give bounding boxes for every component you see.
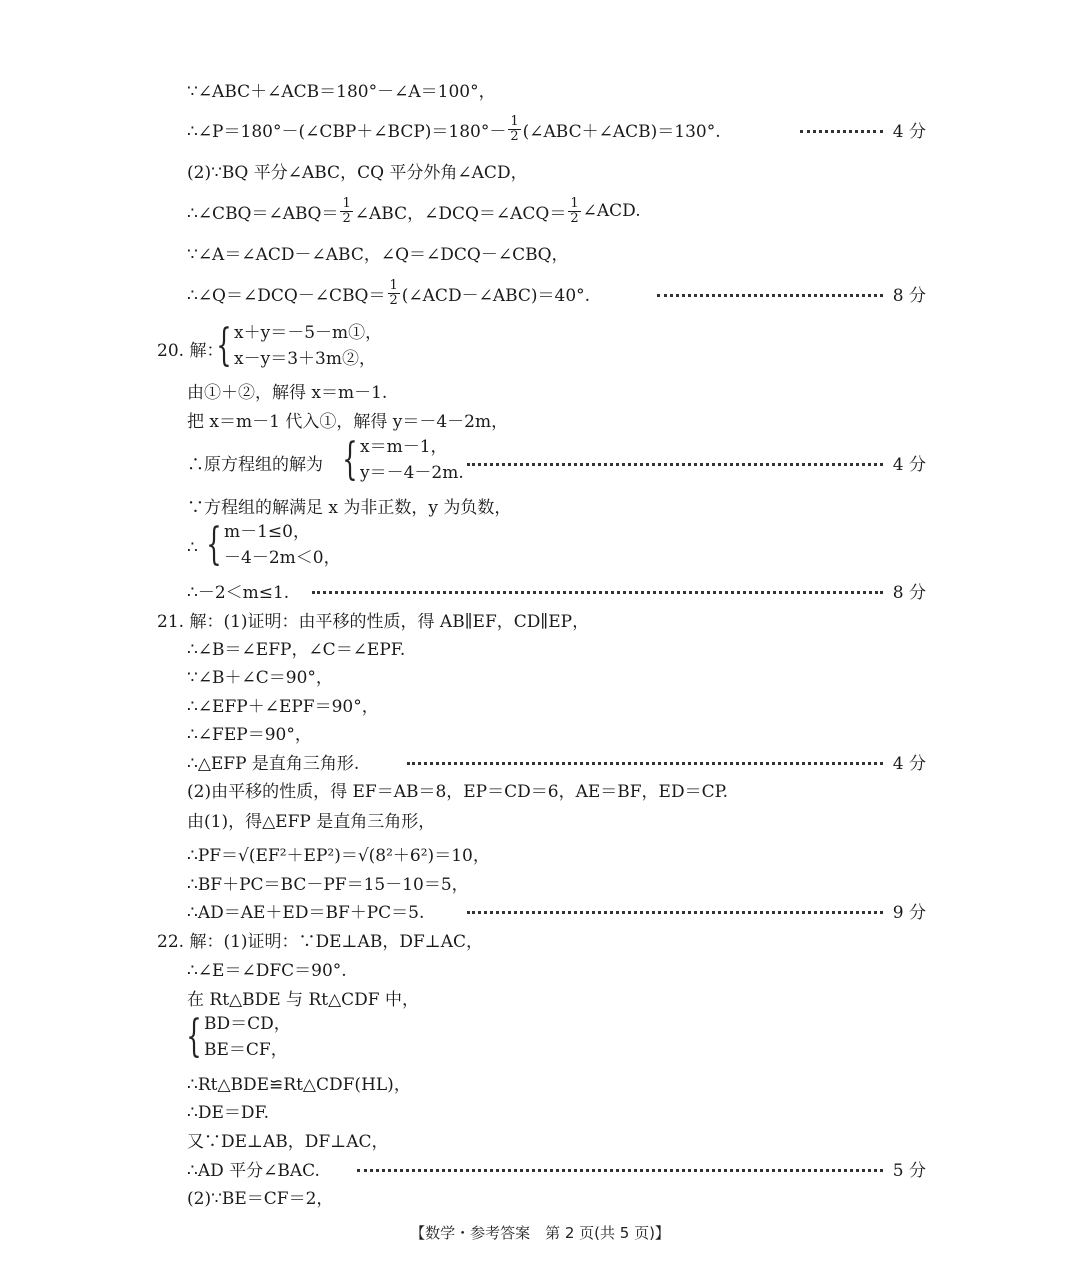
line-condition xyxy=(187,490,511,520)
q22-line xyxy=(187,982,419,1012)
fraction-half: $\frac{1}{2}$ xyxy=(389,277,398,308)
q21-line xyxy=(187,632,405,662)
text: ∵∠B＋∠C＝90°， xyxy=(187,667,333,688)
inequality: －4－2m＜0， xyxy=(224,548,341,568)
text: ∵方程组的解满足 x 为非正数，y 为负数， xyxy=(187,497,512,518)
text: ∴原方程组的解为 xyxy=(187,454,323,475)
score-row xyxy=(345,1153,926,1183)
q22-line xyxy=(187,953,347,983)
q21-line xyxy=(157,604,589,634)
score-label: 5 分 xyxy=(892,1160,926,1181)
text: 把 x＝m－1 代入①，解得 y＝－4－2m， xyxy=(187,411,509,432)
score-row xyxy=(300,575,926,605)
text: (∠ABC＋∠ACB)＝130°. xyxy=(522,121,721,142)
text: ∴Rt△BDE≌Rt△CDF(HL)， xyxy=(187,1074,411,1095)
fraction-half: $\frac{1}{2}$ xyxy=(510,113,519,144)
text: ∠ACD. xyxy=(582,201,641,221)
solution-system xyxy=(336,434,464,486)
line-angle-a xyxy=(187,237,569,267)
fraction-half: $\frac{1}{2}$ xyxy=(342,195,351,226)
brace: { xyxy=(342,434,358,485)
line-solve-y xyxy=(187,404,508,434)
text: ∴DE＝DF. xyxy=(187,1102,270,1123)
page-footer: 【数学・参考答案 第 2 页(共 5 页)】 xyxy=(410,1224,670,1242)
text: ∴∠P＝180°－(∠CBP＋∠BCP)＝180°－ xyxy=(187,121,507,142)
q22-line xyxy=(157,924,483,954)
text: ∴－2＜m≤1. xyxy=(187,582,290,603)
q22-line xyxy=(187,1124,389,1154)
q20-system xyxy=(210,320,382,372)
text: ∴BF＋PC＝BC－PF＝15－10＝5， xyxy=(187,874,469,895)
leader-dots xyxy=(467,911,883,914)
q22-line xyxy=(187,1095,269,1125)
score-label: 8 分 xyxy=(892,582,926,603)
inequality-system xyxy=(200,519,341,571)
line-angle-p xyxy=(187,114,721,144)
text: 由①＋②，解得 x＝m－1. xyxy=(187,382,388,403)
text: (2)∵BQ 平分∠ABC，CQ 平分外角∠ACD， xyxy=(187,162,528,183)
equation: y＝－4－2m. xyxy=(360,463,464,483)
q22-line xyxy=(187,1067,411,1097)
equation: x－y＝3＋3m②， xyxy=(234,349,376,369)
brace: { xyxy=(186,1011,202,1062)
brace: { xyxy=(206,519,222,570)
score-label: 8 分 xyxy=(892,285,926,306)
equation: x＝m－1， xyxy=(360,437,448,457)
score-row xyxy=(455,447,926,477)
q21-line xyxy=(187,717,312,747)
score-label: 4 分 xyxy=(892,454,926,475)
q21-line xyxy=(187,867,469,897)
line-angle-q xyxy=(187,278,590,308)
hl-system xyxy=(180,1011,291,1063)
leader-dots xyxy=(357,1169,883,1172)
text: 20. 解： xyxy=(157,340,224,361)
line-range-m xyxy=(187,575,289,605)
score-row xyxy=(395,746,926,776)
line-inequalities xyxy=(187,533,198,563)
text: (2)∵BE＝CF＝2， xyxy=(187,1188,334,1209)
score-label: 4 分 xyxy=(892,753,926,774)
q21-line xyxy=(187,689,379,719)
leader-dots xyxy=(312,591,883,594)
score-row xyxy=(455,895,926,925)
text: (∠ACD－∠ABC)＝40°. xyxy=(401,285,591,306)
text: 22. 解：(1)证明：∵DE⊥AB，DF⊥AC， xyxy=(157,931,484,952)
text: ∵∠A＝∠ACD－∠ABC，∠Q＝∠DCQ－∠CBQ， xyxy=(187,244,569,265)
q21-line xyxy=(187,746,359,776)
inequality: m－1≤0， xyxy=(224,522,310,542)
score-row xyxy=(645,278,926,308)
text: 21. 解：(1)证明：由平移的性质，得 AB∥EF，CD∥EP， xyxy=(157,611,590,632)
text: ∴AD 平分∠BAC. xyxy=(187,1160,320,1181)
text: ∴ xyxy=(187,538,198,558)
q21-line xyxy=(187,804,435,834)
q21-line xyxy=(187,660,333,690)
leader-dots xyxy=(800,130,883,133)
text: 由(1)，得△EFP 是直角三角形， xyxy=(187,811,436,832)
text: ∴∠Q＝∠DCQ－∠CBQ＝ xyxy=(187,285,386,306)
leader-dots xyxy=(657,294,883,297)
line-bq-bisect xyxy=(187,155,528,185)
line-angle-sum xyxy=(187,74,496,104)
text: ∴∠CBQ＝∠ABQ＝ xyxy=(187,203,339,224)
text: ∴PF＝√(EF²＋EP²)＝√(8²＋6²)＝10， xyxy=(187,845,490,866)
text: 又∵DE⊥AB，DF⊥AC， xyxy=(187,1131,389,1152)
score-label: 9 分 xyxy=(892,902,926,923)
q22-line xyxy=(187,1153,320,1183)
leader-dots xyxy=(407,762,883,765)
q21-line xyxy=(187,838,490,868)
equation: BE＝CF， xyxy=(204,1040,288,1060)
equation: BD＝CD， xyxy=(204,1014,291,1034)
text: 在 Rt△BDE 与 Rt△CDF 中， xyxy=(187,989,419,1010)
text: ∠ABC，∠DCQ＝∠ACQ＝ xyxy=(354,203,567,224)
score-row xyxy=(788,114,926,144)
q21-line xyxy=(187,895,424,925)
q22-line xyxy=(187,1181,333,1211)
text: ∴∠E＝∠DFC＝90°. xyxy=(187,960,347,981)
text: ∴∠FEP＝90°， xyxy=(187,724,312,745)
line-solve-x xyxy=(187,375,387,405)
text: ∴∠EFP＋∠EPF＝90°， xyxy=(187,696,379,717)
leader-dots xyxy=(467,463,883,466)
text: ∴AD＝AE＋ED＝BF＋PC＝5. xyxy=(187,902,425,923)
line-solution xyxy=(187,447,323,477)
text: ∵∠ABC＋∠ACB＝180°－∠A＝100°， xyxy=(187,81,496,102)
text: (2)由平移的性质，得 EF＝AB＝8，EP＝CD＝6，AE＝BF，ED＝CP. xyxy=(187,781,728,802)
line-cbq xyxy=(187,196,641,226)
score-label: 4 分 xyxy=(892,121,926,142)
brace: { xyxy=(216,320,232,371)
equation: x＋y＝－5－m①， xyxy=(234,323,383,343)
text: ∴△EFP 是直角三角形. xyxy=(187,753,360,774)
q21-line xyxy=(187,774,728,804)
text: ∴∠B＝∠EFP，∠C＝∠EPF. xyxy=(187,639,406,660)
fraction-half: $\frac{1}{2}$ xyxy=(570,195,579,226)
